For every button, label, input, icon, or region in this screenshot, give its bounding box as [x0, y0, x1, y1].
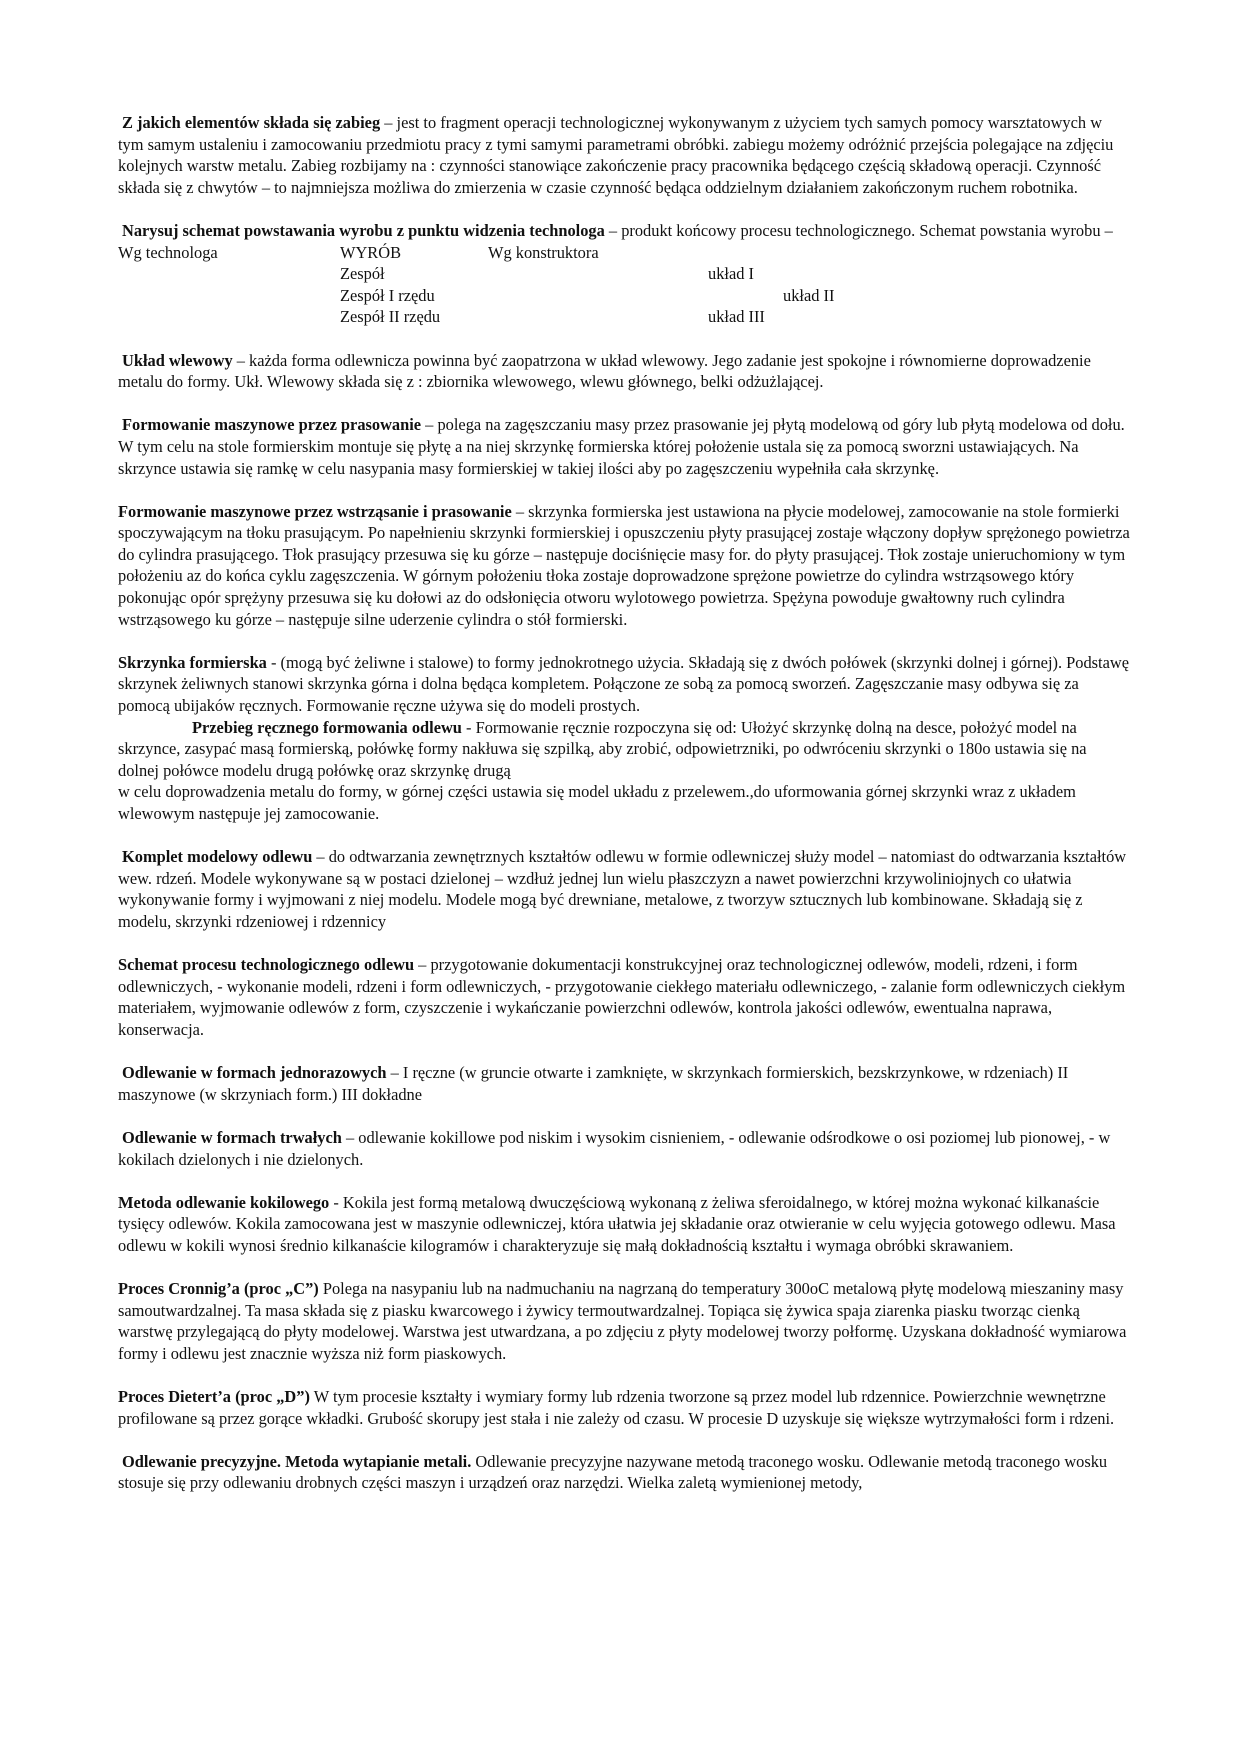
paragraph-formowanie-prasowanie — [118, 414, 1130, 479]
schema-row — [118, 263, 1130, 285]
paragraph-text: – skrzynka formierska jest ustawiona na płycie modelowej, zamocowanie na stole formierki spoczywającym na tłoku prasującym. Po napełnieniu skrzynki formierskiej i opuszczeniu płyty prasującej zostaje włączony dopływ sprężonego powietrza do cylindra prasującego. Tłok prasujący przesuwa się ku górze – następuje dociśnięcie masy for. do płyty prasującej. Tłok zostaje unieruchomiony w tym położeniu az do końca cyklu zagęszczenia. W górnym położeniu tłoka zostaje doprowadzone sprężone powietrze do cylindra wstrząsowego który pokonując opór sprężyny przesuwa się ku dołowi az do odsłonięcia otworu wylotowego powietrza. Spężyna powoduje gwałtowny ruch cylindra wstrząsowego ku górze – następuje silne uderzenie cylindra o stół formierski. — [118, 501, 1130, 629]
schema-uklad: układ II — [783, 285, 835, 305]
paragraph-zabieg — [118, 112, 1130, 198]
paragraph-proces-d — [118, 1386, 1130, 1429]
paragraph-odlewanie-precyzyjne — [118, 1451, 1130, 1494]
paragraph-text: – jest to fragment operacji technologicznej wykonywanym z użyciem tych samych pomocy warsztatowych w tym samym ustaleniu i zamocowaniu przedmiotu pracy z tymi samymi parametrami obróbki. zabiegu możemy odróżnić przejścia polegające na zdjęciu kolejnych warstw metalu. Zabieg rozbijamy na : czynności stanowiące zakończenie pracy pracownika będącego częścią składową operacji. Czynność składa się z chwytów – to najmniejsza możliwa do zmierzenia w czasie czynność będąca oddzielnym działaniem zakończonym ruchem robotnika. — [118, 113, 1114, 197]
document-page — [118, 112, 1130, 1494]
paragraph-heading: Formowanie maszynowe przez prasowanie — [122, 415, 422, 435]
paragraph-text: – każda forma odlewnicza powinna być zaopatrzona w układ wlewowy. Jego zadanie jest spokojne i równomierne doprowadzenie metalu do formy. Ukł. Wlewowy składa się z : zbiornika wlewowego, wlewu głównego, belki odżużlającej. — [118, 350, 1091, 392]
paragraph-text: – przygotowanie dokumentacji konstrukcyjnej oraz technologicznej odlewów, modeli, rdzeni, i form odlewniczych, - wykonanie modeli, rdzeni i form odlewniczych, - przygotowanie ciekłego materiału odlewniczego, - zalanie form odlewniczych ciekłym materiałem, wyjmowanie odlewów z form, czyszczenie i wykańczanie powierzchni odlewów, kontrola jakości odlewów, ewentualna naprawa, konserwacja. — [118, 955, 1126, 1039]
schema-row — [118, 285, 1130, 307]
paragraph-text: – do odtwarzania zewnętrznych kształtów odlewu w formie odlewniczej służy model – natomiast do odtwarzania kształtów wew. rdzeń. Modele wykonywane są w postaci dzielonej – wzdłuż jednej lun wielu płaszczyzn a nawet powierzchni krzywoliniojnych co ułatwia wykonywanie formy i wyjmowani z niej modelu. Modele mogą być drewniane, metalowe, z tworzyw sztucznych lub kombinowane. Składają się z modelu, skrzynki rdzeniowej i rdzennicy — [118, 847, 1127, 931]
paragraph-schemat-procesu — [118, 954, 1130, 1040]
schema-label-wyrob: WYRÓB — [340, 242, 402, 262]
paragraph-heading: Odlewanie precyzyjne. Metoda wytapianie metali. — [122, 1451, 472, 1471]
paragraph-heading: Odlewanie w formach trwałych — [122, 1127, 342, 1147]
paragraph-skrzynka-formierska — [118, 652, 1130, 717]
paragraph-formy-jednorazowe — [118, 1062, 1130, 1105]
paragraph-uklad-wlewowy — [118, 350, 1130, 393]
paragraph-formy-trwale — [118, 1127, 1130, 1170]
paragraph-heading: Odlewanie w formach jednorazowych — [122, 1063, 387, 1083]
schema-label-konstruktor: Wg konstruktora — [488, 242, 599, 262]
paragraph-text: Odlewanie precyzyjne nazywane metodą traconego wosku. Odlewanie metodą traconego wosku stosuje się przy odlewaniu drobnych części maszyn i urządzeń oraz narzędzi. Wielka zaletą wymienionej metody, — [118, 1451, 1108, 1493]
paragraph-przebieg-cd — [118, 781, 1130, 824]
schema-uklad: układ III — [708, 307, 765, 327]
paragraph-text: – odlewanie kokillowe pod niskim i wysokim cisnieniem, - odlewanie odśrodkowe o osi poziomej lub pionowej, - w kokilach dzielonych i nie dzielonych. — [118, 1127, 1111, 1169]
paragraph-text: – polega na zagęszczaniu masy przez prasowanie jej płytą modelową od góry lub płytą modelowa od dołu. W tym celu na stole formierskim montuje się płytę a na niej skrzynkę formierska której położenie ustala się za pomocą sworzni ustawiających. Na skrzynce ustawia się ramkę w celu nasypania masy formierskiej w takiej ilości aby po zagęszczeniu wypełniła cała skrzynkę. — [118, 415, 1125, 478]
paragraph-heading: Proces Cronnig’a (proc „C”) — [118, 1279, 319, 1299]
paragraph-heading: Przebieg ręcznego formowania odlewu — [192, 717, 462, 737]
paragraph-heading: Formowanie maszynowe przez wstrząsanie i prasowanie — [118, 501, 512, 521]
paragraph-text: w celu doprowadzenia metalu do formy, w górnej części ustawia się model układu z przelewem.,do uformowania górnej skrzynki wraz z układem wlewowym następuje jej zamocowanie. — [118, 782, 1076, 823]
paragraph-heading: Komplet modelowy odlewu — [122, 847, 313, 867]
schema-uklad: układ I — [708, 264, 754, 284]
paragraph-text: Polega na nasypaniu lub na nadmuchaniu na nagrzaną do temperatury 300oC metalową płytę modelową mieszaniny masy samoutwardzalnej. Ta masa składa się z piasku kwarcowego i żywicy termoutwardzalnej. Topiąca się żywica spaja ziarenka piasku tworząc cienką warstwę przylegającą do płyty modelowej. Warstwa jest utwardzana, a po zdjęciu z płyty modelowej tworzy połformę. Uzyskana dokładność wymiarowa formy i odlewu jest znacznie wyższa niż form piaskowych. — [118, 1279, 1127, 1363]
paragraph-heading: Układ wlewowy — [122, 350, 233, 370]
schema-row — [118, 306, 1130, 328]
paragraph-przebieg-formowania — [118, 717, 1130, 782]
schema-level: Zespół I rzędu — [340, 285, 435, 305]
paragraph-formowanie-wstrzasanie — [118, 501, 1130, 631]
product-schema — [118, 242, 1130, 328]
paragraph-text: – I ręczne (w gruncie otwarte i zamknięte, w skrzynkach formierskich, bezskrzynkowe, w rdzeniach) II maszynowe (w skrzyniach form.) III dokładne — [118, 1063, 1069, 1104]
paragraph-proces-c — [118, 1278, 1130, 1364]
paragraph-heading: Metoda odlewanie kokilowego — [118, 1192, 330, 1212]
paragraph-text: W tym procesie kształty i wymiary formy lub rdzenia tworzone są przez model lub rdzennice. Powierzchnie wewnętrzne profilowane są przez gorące wkładki. Grubość skorupy jest stała i nie zależy od czasu. W procesie D uzyskuje się większe wytrzymałości form i rdzeni. — [118, 1387, 1115, 1428]
paragraph-text: – produkt końcowy procesu technologicznego. Schemat powstania wyrobu – — [604, 220, 1113, 240]
paragraph-text: - Formowanie ręcznie rozpoczyna się od: Ułożyć skrzynkę dolną na desce, położyć model na skrzynce, zasypać masą formierską, połówkę formy nakłuwa się szpilką, aby zrobić, odpowietrzniki, po odwróceniu skrzynki o 180o ustawia się na dolnej połówce modelu drugą połówkę oraz skrzynkę drugą — [118, 717, 1087, 780]
paragraph-heading: Proces Dietert’a (proc „D”) — [118, 1387, 310, 1407]
paragraph-schemat-wyrobu — [118, 220, 1130, 242]
paragraph-kokilowe — [118, 1192, 1130, 1257]
paragraph-komplet-modelowy — [118, 846, 1130, 932]
paragraph-heading: Narysuj schemat powstawania wyrobu z punktu widzenia technologa — [122, 220, 605, 240]
schema-row — [118, 242, 1130, 264]
paragraph-heading: Z jakich elementów składa się zabieg — [122, 113, 381, 132]
paragraph-heading: Skrzynka formierska — [118, 652, 267, 672]
schema-label-technolog: Wg technologa — [118, 242, 218, 262]
paragraph-text: - Kokila jest formą metalową dwuczęściową wykonaną z żeliwa sferoidalnego, w której można wykonać kilkanaście tysięcy odlewów. Kokila zamocowana jest w maszynie odlewniczej, która ułatwia jej składanie oraz otwieranie w celu wyjęcia gotowego odlewu. Masa odlewu w kokili wynosi średnio kilkanaście kilogramów i charakteryzuje się małą dokładnością kształtu i wymaga obróbki skrawaniem. — [118, 1192, 1116, 1255]
schema-level: Zespół II rzędu — [340, 307, 441, 327]
paragraph-heading: Schemat procesu technologicznego odlewu — [118, 955, 415, 975]
paragraph-text: - (mogą być żeliwne i stalowe) to formy jednokrotnego użycia. Składają się z dwóch połówek (skrzynki dolnej i górnej). Podstawę skrzynek żeliwnych stanowi skrzynka górna i dolna będąca kompletem. Połączone ze sobą za pomocą sworzeń. Zagęszczanie masy odbywa się za pomocą ubijaków ręcznych. Formowanie ręczne używa się do modeli prostych. — [118, 652, 1129, 716]
schema-level: Zespół — [340, 264, 385, 284]
